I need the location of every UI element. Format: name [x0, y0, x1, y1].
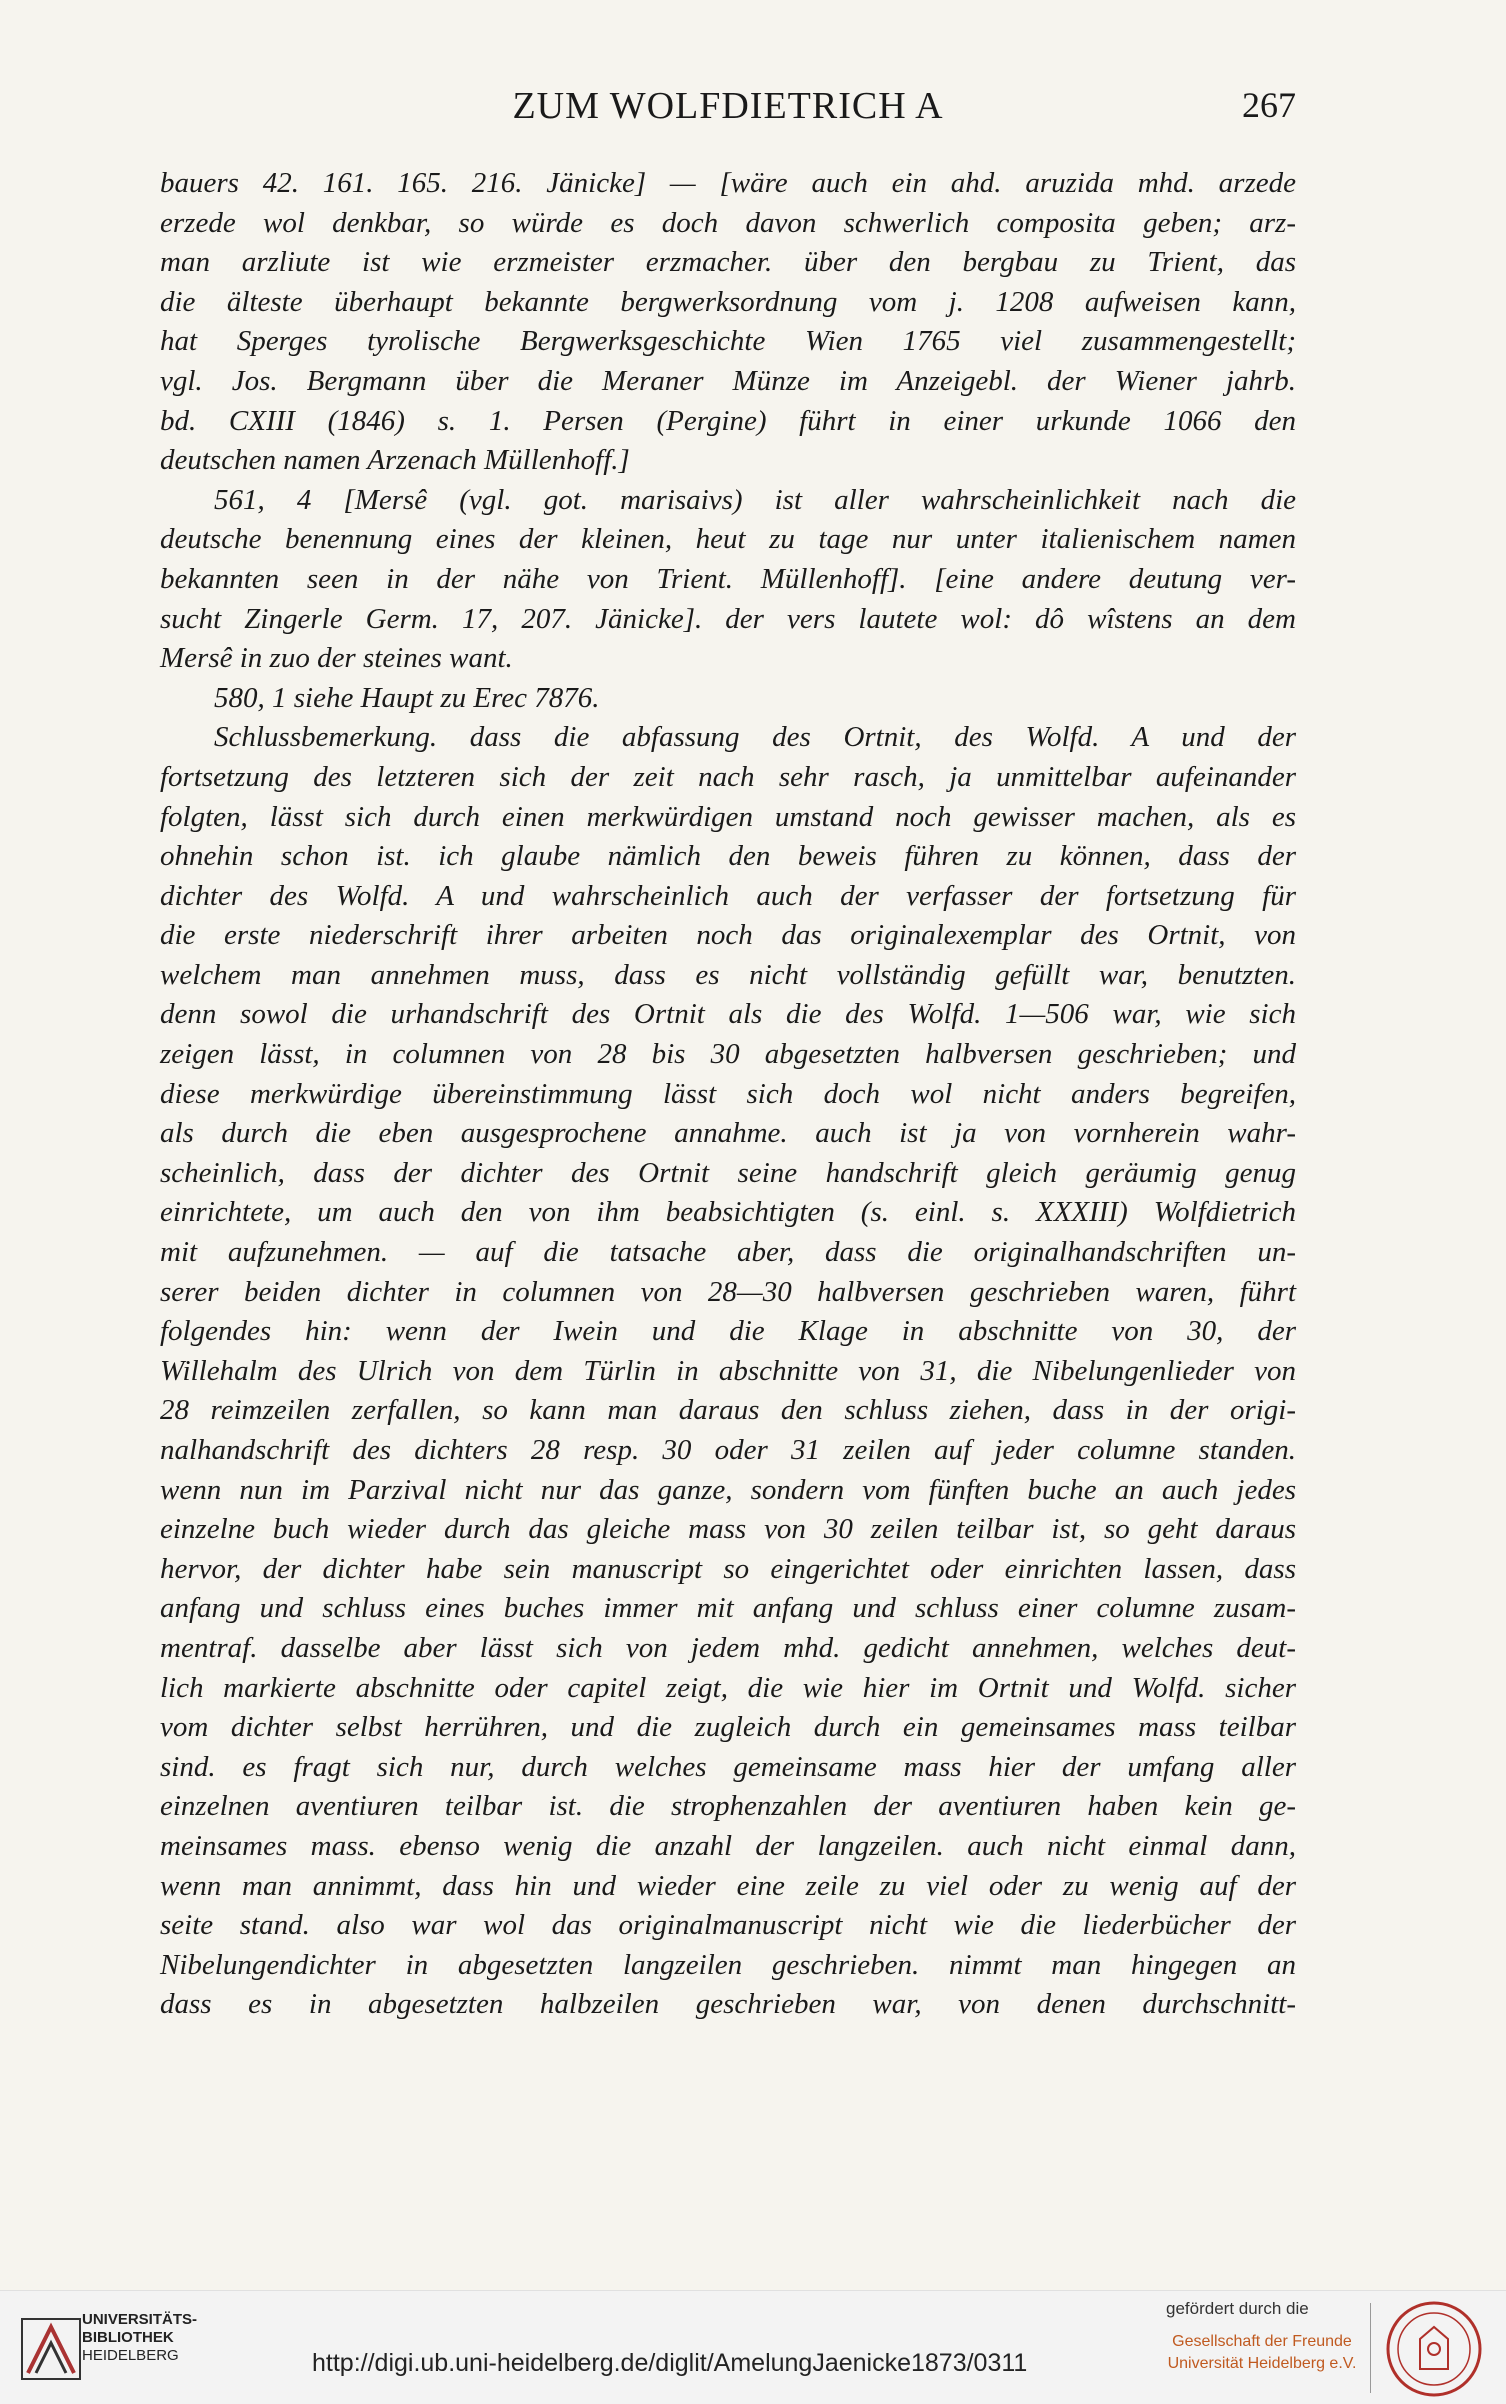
text-line: scheinlich, dass der dichter des Ortnit seine handschrift gleich geräumig genug — [160, 1156, 1296, 1189]
text-line: denn sowol die urhandschrift des Ortnit als die des Wolfd. 1—506 war, wie sich — [160, 998, 1296, 1031]
text-line: mit aufzunehmen. — auf die tatsache aber, dass die originalhandschriften un- — [160, 1236, 1296, 1269]
text-line: serer beiden dichter in columnen von 28—30 halbversen geschrieben waren, führt — [160, 1275, 1296, 1308]
text-line: mentraf. dasselbe aber lässt sich von jedem mhd. gedicht annehmen, welches deut- — [160, 1631, 1296, 1664]
sponsor-name-line: Gesellschaft der Freunde — [1172, 2333, 1352, 2350]
text-line: erzede wol denkbar, so würde es doch davon schwerlich composita geben; arz- — [160, 206, 1296, 239]
text-line: einzelne buch wieder durch das gleiche mass von 30 zeilen teilbar ist, so geht daraus — [160, 1513, 1296, 1546]
text-line: Willehalm des Ulrich von dem Türlin in abschnitte von 31, die Nibelungenlieder von — [160, 1354, 1296, 1387]
text-line: Nibelungendichter in abgesetzten langzeilen geschrieben. nimmt man hingegen an — [160, 1948, 1296, 1981]
permalink-url[interactable]: http://digi.ub.uni-heidelberg.de/diglit/AmelungJaenicke1873/0311 — [312, 2349, 1028, 2377]
library-name-line: HEIDELBERG — [82, 2347, 179, 2364]
digitization-footer — [0, 2290, 1506, 2404]
body-text — [160, 164, 1296, 2025]
sponsor-name — [1164, 2331, 1360, 2375]
text-line: welchem man annehmen muss, dass es nicht vollständig gefüllt war, benutzten. — [160, 958, 1296, 991]
text-line: man arzliute ist wie erzmeister erzmacher. über den bergbau zu Trient, das — [160, 246, 1296, 279]
university-seal-icon — [1384, 2299, 1484, 2399]
sponsor-intro: gefördert durch die — [1166, 2299, 1309, 2318]
text-line: diese merkwürdige übereinstimmung lässt sich doch wol nicht anders begreifen, — [160, 1077, 1296, 1110]
text-line: zeigen lässt, in columnen von 28 bis 30 abgesetzten halbversen geschrieben; und — [160, 1038, 1296, 1071]
text-line: vgl. Jos. Bergmann über die Meraner Münze im Anzeigebl. der Wiener jahrb. — [160, 364, 1296, 397]
text-line: einzelnen aventiuren teilbar ist. die strophenzahlen der aventiuren haben kein ge- — [160, 1790, 1296, 1823]
text-line: deutschen namen Arzenach Müllenhoff.] — [160, 444, 630, 477]
text-line: 580, 1 siehe Haupt zu Erec 7876. — [214, 681, 600, 714]
text-line: hat Sperges tyrolische Bergwerksgeschichte Wien 1765 viel zusammengestellt; — [160, 325, 1296, 358]
library-name — [82, 2311, 197, 2365]
text-line: bauers 42. 161. 165. 216. Jänicke] — [wäre auch ein ahd. aruzida mhd. arzede — [160, 167, 1296, 199]
text-line: meinsames mass. ebenso wenig die anzahl der langzeilen. auch nicht einmal dann, — [160, 1829, 1296, 1862]
text-line: wenn man annimmt, dass hin und wieder eine zeile zu viel oder zu wenig auf der — [160, 1869, 1296, 1902]
text-line: seite stand. also war wol das originalmanuscript nicht wie die liederbücher der — [160, 1909, 1296, 1942]
text-line: wenn nun im Parzival nicht nur das ganze, sondern vom fünften buche an auch jedes — [160, 1473, 1296, 1506]
text-line: sucht Zingerle Germ. 17, 207. Jänicke]. der vers lautete wol: dô wîstens an dem — [160, 602, 1296, 635]
text-line: als durch die eben ausgesprochene annahme. auch ist ja von vornherein wahr- — [160, 1117, 1296, 1150]
page-number: 267 — [1242, 85, 1296, 125]
text-line: vom dichter selbst herrühren, und die zugleich durch ein gemeinsames mass teilbar — [160, 1711, 1296, 1744]
text-line: dichter des Wolfd. A und wahrscheinlich auch der verfasser der fortsetzung für — [160, 879, 1296, 912]
page-title: ZUM WOLFDIETRICH A — [512, 85, 944, 127]
text-line: sind. es fragt sich nur, durch welches gemeinsame mass hier der umfang aller — [160, 1750, 1296, 1783]
text-line: bd. CXIII (1846) s. 1. Persen (Pergine) führt in einer urkunde 1066 den — [160, 404, 1296, 437]
text-line: bekannten seen in der nähe von Trient. Müllenhoff]. [eine andere deutung ver- — [160, 562, 1296, 595]
text-line: fortsetzung des letzteren sich der zeit nach sehr rasch, ja unmittelbar aufeinander — [160, 760, 1296, 793]
text-line: Schlussbemerkung. dass die abfassung des Ortnit, des Wolfd. A und der — [214, 721, 1296, 754]
text-line: deutsche benennung eines der kleinen, heut zu tage nur unter italienischem namen — [160, 523, 1296, 556]
text-line: einrichtete, um auch den von ihm beabsichtigten (s. einl. s. XXXIII) Wolfdietrich — [160, 1196, 1296, 1229]
text-line: dass es in abgesetzten halbzeilen geschrieben war, von denen durchschnitt- — [160, 1988, 1296, 2021]
library-name-line: UNIVERSITÄTS- — [82, 2311, 198, 2328]
text-line: nalhandschrift des dichters 28 resp. 30 oder 31 zeilen auf jeder columne standen. — [160, 1434, 1296, 1466]
library-name-line: BIBLIOTHEK — [82, 2329, 174, 2346]
text-line: anfang und schluss eines buches immer mit anfang und schluss einer columne zusam- — [160, 1592, 1296, 1625]
text-line: folgten, lässt sich durch einen merkwürdigen umstand noch gewisser machen, als es — [160, 800, 1296, 833]
text-line: die erste niederschrift ihrer arbeiten noch das originalexemplar des Ortnit, von — [160, 919, 1296, 952]
text-line: folgendes hin: wenn der Iwein und die Klage in abschnitte von 30, der — [160, 1315, 1296, 1348]
running-head — [160, 84, 1296, 134]
text-line: lich markierte abschnitte oder capitel zeigt, die wie hier im Ortnit und Wolfd. sicher — [160, 1671, 1296, 1704]
text-line: ohnehin schon ist. ich glaube nämlich den beweis führen zu können, dass der — [160, 840, 1296, 873]
sponsor-name-line: Universität Heidelberg e.V. — [1167, 2355, 1357, 2372]
text-line: die älteste überhaupt bekannte bergwerksordnung vom j. 1208 aufweisen kann, — [160, 285, 1296, 318]
footer-divider — [1370, 2303, 1371, 2393]
text-line: 561, 4 [Mersê (vgl. got. marisaivs) ist aller wahrscheinlichkeit nach die — [214, 483, 1296, 516]
text-line: 28 reimzeilen zerfallen, so kann man daraus den schluss ziehen, dass in der origi- — [160, 1394, 1296, 1427]
text-line: hervor, der dichter habe sein manuscript so eingerichtet oder einrichten lassen, dass — [160, 1552, 1296, 1585]
text-line: Mersê in zuo der steines want. — [160, 642, 513, 675]
